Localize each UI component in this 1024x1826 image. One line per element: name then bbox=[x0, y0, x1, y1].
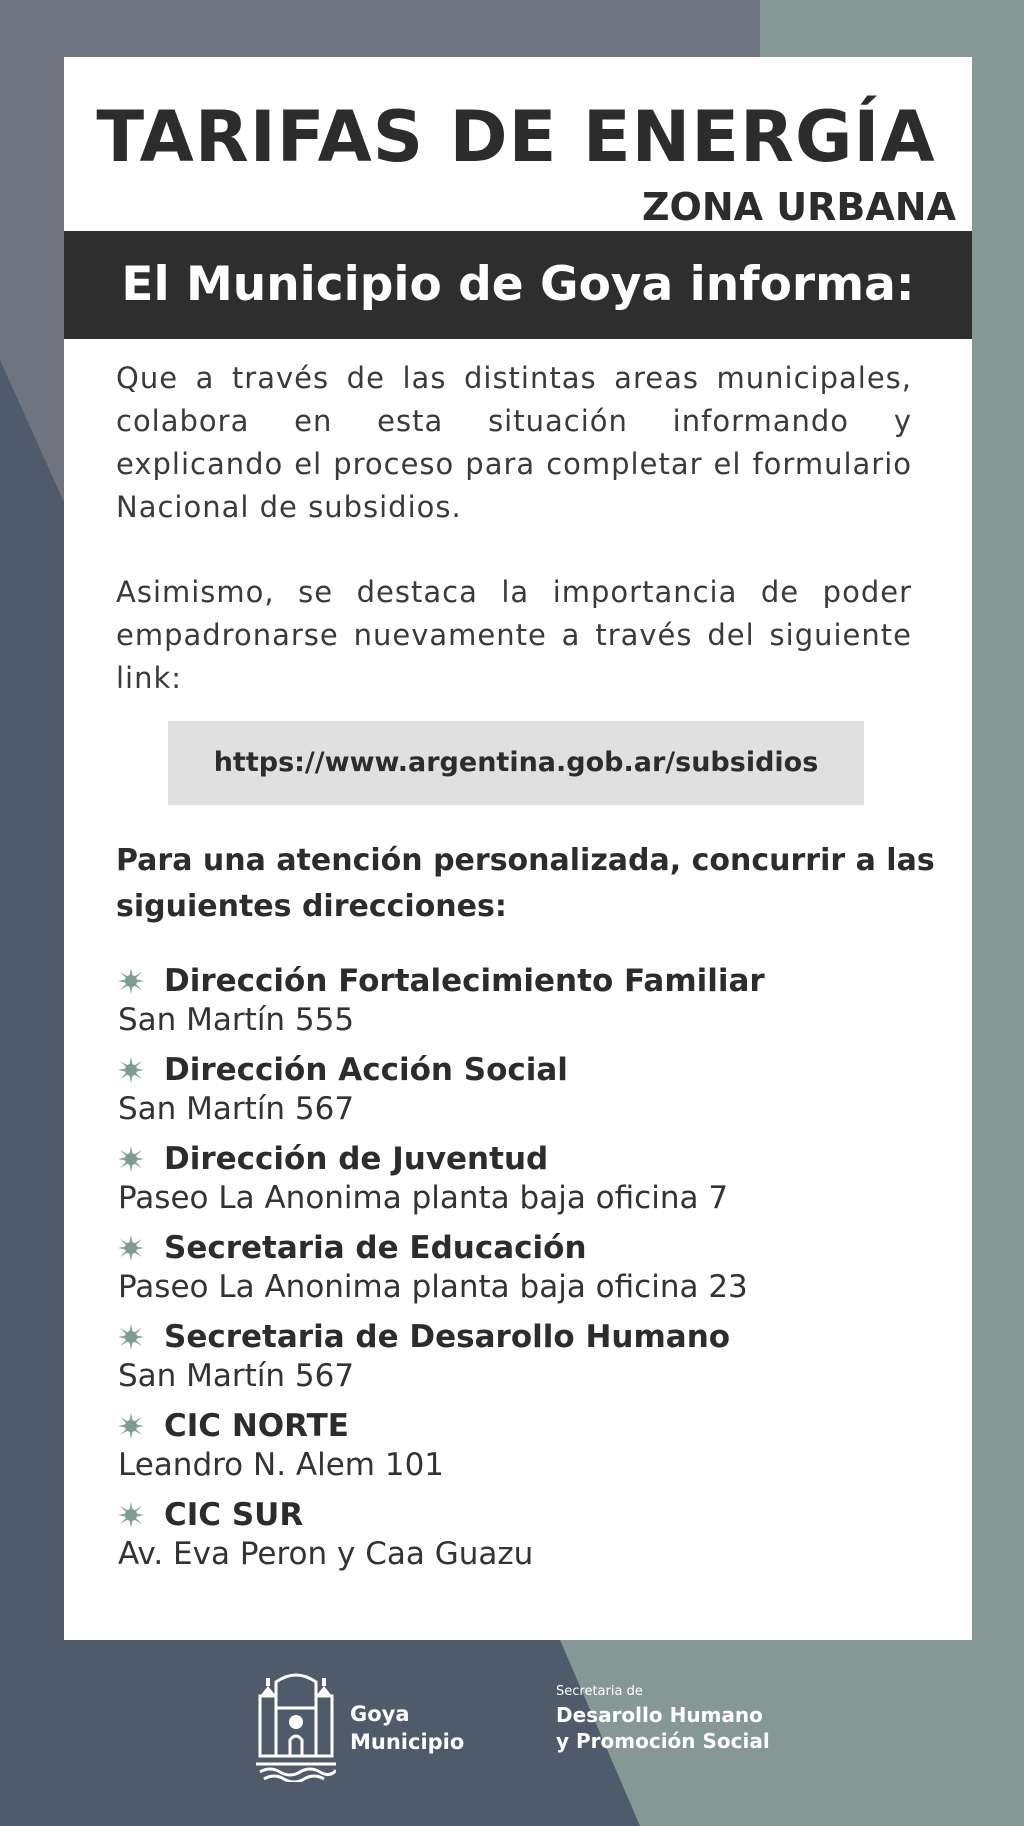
goya-church-logo bbox=[256, 1666, 336, 1782]
secretariat-name-line1: Desarollo Humano bbox=[556, 1703, 763, 1727]
location-name: Dirección Fortalecimiento Familiar bbox=[164, 963, 765, 999]
location-name: Secretaria de Educación bbox=[164, 1230, 587, 1266]
location-address: San Martín 567 bbox=[118, 1091, 355, 1127]
secretariat-prefix: Secretaria de bbox=[556, 1684, 643, 1699]
secretariat-name-line2: y Promoción Social bbox=[556, 1729, 770, 1753]
municipality-name bbox=[350, 1700, 464, 1756]
location-item bbox=[118, 1047, 938, 1136]
location-address: Paseo La Anonima planta baja oficina 23 bbox=[118, 1269, 748, 1305]
info-card bbox=[64, 57, 972, 1640]
location-item bbox=[118, 1225, 938, 1314]
starburst-icon bbox=[118, 1057, 144, 1083]
starburst-icon bbox=[118, 1413, 144, 1439]
location-item bbox=[118, 1403, 938, 1492]
location-address: San Martín 567 bbox=[118, 1358, 355, 1394]
info-banner: El Municipio de Goya informa: bbox=[64, 231, 972, 339]
location-item bbox=[118, 1136, 938, 1225]
municipality-name-line1: Goya bbox=[350, 1702, 410, 1726]
location-name: Dirección Acción Social bbox=[164, 1052, 568, 1088]
location-item bbox=[118, 958, 938, 1047]
locations-list bbox=[118, 958, 938, 1581]
starburst-icon bbox=[118, 1324, 144, 1350]
location-item bbox=[118, 1314, 938, 1403]
footer bbox=[0, 1640, 1024, 1826]
location-address: Paseo La Anonima planta baja oficina 7 bbox=[118, 1180, 729, 1216]
location-name: Dirección de Juventud bbox=[164, 1141, 549, 1177]
page-title: TARIFAS DE ENERGÍA bbox=[96, 96, 936, 178]
location-name: CIC NORTE bbox=[164, 1408, 349, 1444]
starburst-icon bbox=[118, 1146, 144, 1172]
registration-paragraph: Asimismo, se destaca la importancia de poder empadronarse nuevamente a través del siguiente link: bbox=[116, 575, 912, 695]
starburst-icon bbox=[118, 1235, 144, 1261]
subsidy-link[interactable]: https://www.argentina.gob.ar/subsidios bbox=[168, 721, 864, 805]
municipality-name-line2: Municipio bbox=[350, 1730, 465, 1754]
location-item bbox=[118, 1492, 938, 1581]
location-name: CIC SUR bbox=[164, 1497, 304, 1533]
attention-heading: Para una atención personalizada, concurrir a las siguientes direcciones: bbox=[116, 843, 935, 924]
starburst-icon bbox=[118, 1502, 144, 1528]
location-address: Leandro N. Alem 101 bbox=[118, 1447, 445, 1483]
location-address: San Martín 555 bbox=[118, 1002, 355, 1038]
intro-paragraph: Que a través de las distintas areas municipales, colabora en esta situación informando y explicando el proceso para completar el formulario Nacional de subsidios. bbox=[116, 361, 912, 524]
secretariat-name bbox=[556, 1702, 770, 1754]
location-name: Secretaria de Desarollo Humano bbox=[164, 1319, 731, 1355]
location-address: Av. Eva Peron y Caa Guazu bbox=[118, 1536, 534, 1572]
starburst-icon bbox=[118, 968, 144, 994]
page-subtitle: ZONA URBANA bbox=[641, 185, 956, 229]
